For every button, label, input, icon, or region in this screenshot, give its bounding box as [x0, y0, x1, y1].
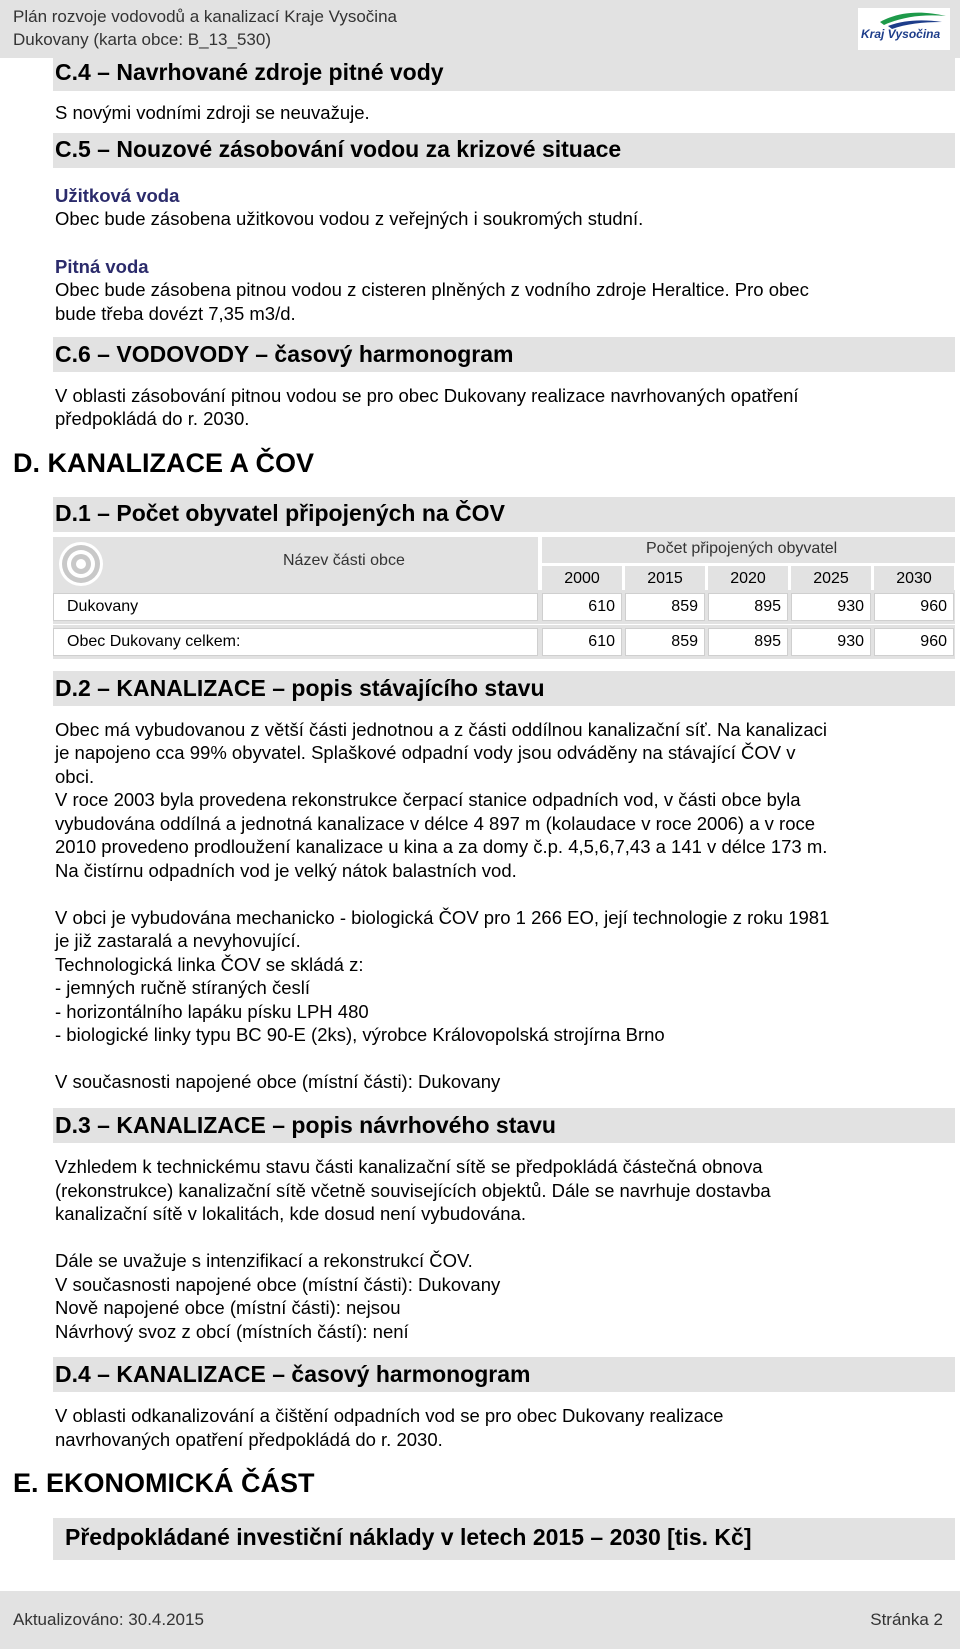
column-header-year: 2015 [625, 566, 705, 592]
page-number: Stránka 2 [870, 1610, 943, 1629]
total-value: 895 [708, 628, 788, 656]
total-value: 610 [542, 628, 622, 656]
c4-text: S novými vodními zdroji se neuvažuje. [55, 102, 370, 123]
heading-d1: D.1 – Počet obyvatel připojených na ČOV [55, 500, 505, 526]
d2-wwtp-line: - jemných ručně stíraných česlí [55, 977, 310, 998]
column-header-year: 2020 [708, 566, 788, 592]
d3-line: Návrhový svoz z obcí (místních částí): není [55, 1321, 409, 1342]
kraj-vysocina-logo [858, 8, 950, 50]
row-value: 930 [791, 593, 871, 621]
updated-date: Aktualizováno: 30.4.2015 [13, 1610, 204, 1629]
drinking-water-line2: bude třeba dovézt 7,35 m3/d. [55, 303, 296, 324]
d2-wwtp-line: V obci je vybudována mechanicko - biologická ČOV pro 1 266 EO, její technologie z roku 1981 [55, 907, 830, 928]
total-value: 859 [625, 628, 705, 656]
d4-line1: V oblasti odkanalizování a čištění odpadních vod se pro obec Dukovany realizace [55, 1405, 724, 1426]
heading-d2: D.2 – KANALIZACE – popis stávajícího stavu [55, 675, 545, 701]
column-group-header [542, 537, 955, 563]
column-header-name: Název části obce [283, 552, 405, 569]
heading-d3: D.3 – KANALIZACE – popis návrhového stavu [55, 1112, 556, 1138]
d3-line: V současnosti napojené obce (místní části): Dukovany [55, 1274, 501, 1295]
logo-text: Kraj Vysočina [861, 27, 941, 41]
d2-line: Na čistírnu odpadních vod je velký nátok balastních vod. [55, 860, 517, 881]
utility-water-label: Užitková voda [55, 185, 180, 206]
c6-line1: V oblasti zásobování pitnou vodou se pro obec Dukovany realizace navrhovaných opatření [55, 385, 799, 406]
d2-wwtp-line: Technologická linka ČOV se skládá z: [55, 954, 364, 975]
total-value: 930 [791, 628, 871, 656]
d2-line: obci. [55, 766, 95, 787]
utility-water-text: Obec bude zásobena užitkovou vodou z veřejných i soukromých studní. [55, 208, 644, 229]
heading-c4: C.4 – Navrhované zdroje pitné vody [55, 59, 444, 85]
header-title: Plán rozvoje vodovodů a kanalizací Kraje Vysočina [13, 7, 397, 26]
row-name: Dukovany [53, 593, 538, 621]
d3-line: Nově napojené obce (místní části): nejsou [55, 1297, 401, 1318]
row-value: 610 [542, 593, 622, 621]
page-footer [0, 1591, 960, 1649]
page-header [0, 0, 960, 58]
d3-line: kanalizační sítě v lokalitách, kde dosud není vybudována. [55, 1203, 527, 1224]
d3-line: Dále se uvažuje s intenzifikací a rekonstrukcí ČOV. [55, 1250, 473, 1271]
d2-line: Obec má vybudovanou z větší části jednotnou a z části oddílnou kanalizační síť. Na kanalizaci [55, 719, 828, 740]
d2-line: je napojeno cca 99% obyvatel. Splaškové odpadní vody jsou odváděny na stávající ČOV v [55, 742, 796, 763]
heading-d4: D.4 – KANALIZACE – časový harmonogram [55, 1361, 531, 1387]
d2-line: V roce 2003 byla provedena rekonstrukce čerpací stanice odpadních vod, v části obce byla [55, 789, 801, 810]
row-value: 960 [874, 593, 954, 621]
d3-line: (rekonstrukce) kanalizační sítě včetně souvisejících objektů. Dále se navrhuje dostavba [55, 1180, 771, 1201]
d2-wwtp-line: je již zastaralá a nevyhovující. [55, 930, 301, 951]
table-header-name-cell [53, 537, 538, 592]
d2-line: vybudována oddílná a jednotná kanalizace v délce 4 897 m (kolaudace v roce 2006) a v roce [55, 813, 816, 834]
total-value: 960 [874, 628, 954, 656]
target-icon [57, 540, 105, 588]
column-header-year: 2000 [542, 566, 622, 592]
column-group-label: Počet připojených obyvatel [646, 540, 838, 557]
total-name: Obec Dukovany celkem: [53, 628, 538, 656]
column-header-year: 2030 [874, 566, 954, 592]
chapter-e-heading: E. EKONOMICKÁ ČÁST [13, 1468, 315, 1498]
d4-line2: navrhovaných opatření předpokládá do r. 2030. [55, 1429, 443, 1450]
heading-costs: Předpokládané investiční náklady v letech 2015 – 2030 [tis. Kč] [65, 1524, 752, 1550]
drinking-water-line1: Obec bude zásobena pitnou vodou z cisteren plněných z vodního zdroje Heraltice. Pro obec [55, 279, 809, 300]
d2-connected: V současnosti napojené obce (místní části): Dukovany [55, 1071, 501, 1092]
c6-line2: předpokládá do r. 2030. [55, 408, 250, 429]
d2-wwtp-line: - biologické linky typu BC 90-E (2ks), výrobce Královopolská strojírna Brno [55, 1024, 665, 1045]
row-value: 895 [708, 593, 788, 621]
d2-wwtp-line: - horizontálního lapáku písku LPH 480 [55, 1001, 369, 1022]
column-header-year: 2025 [791, 566, 871, 592]
row-value: 859 [625, 593, 705, 621]
chapter-d-heading: D. KANALIZACE A ČOV [13, 448, 314, 478]
d3-line: Vzhledem k technickému stavu části kanalizační sítě se předpokládá částečná obnova [55, 1156, 763, 1177]
heading-c6: C.6 – VODOVODY – časový harmonogram [55, 341, 514, 367]
drinking-water-label: Pitná voda [55, 256, 149, 277]
d2-line: 2010 provedeno prodloužení kanalizace u kina a za domy č.p. 4,5,6,7,43 a 141 v délce 173 m. [55, 836, 828, 857]
header-subtitle: Dukovany (karta obce: B_13_530) [13, 30, 271, 49]
heading-c5: C.5 – Nouzové zásobování vodou za krizové situace [55, 136, 622, 162]
